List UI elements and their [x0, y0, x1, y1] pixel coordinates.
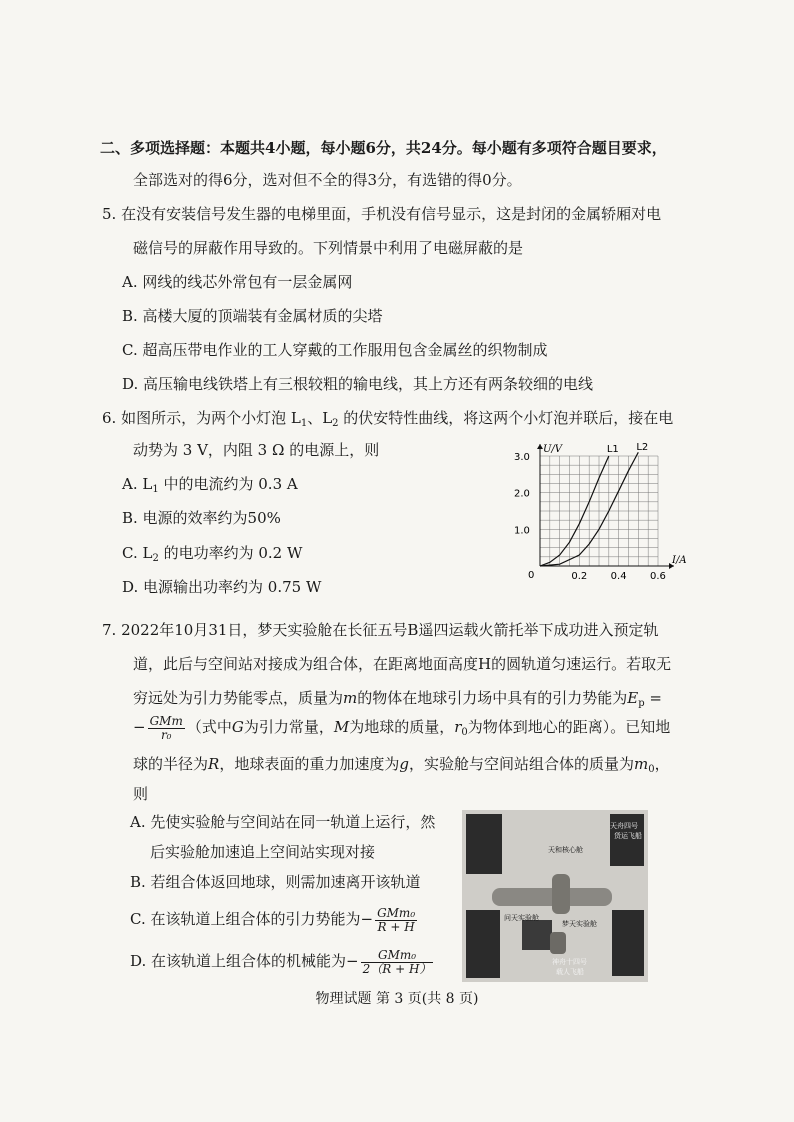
- q6-a-text: A. L: [122, 475, 153, 493]
- q7-l5-R: R: [208, 755, 220, 773]
- q7-stem-line3: [133, 688, 662, 714]
- q7-l3-a: 穷远处为引力势能零点，质量为: [133, 689, 344, 707]
- q5-option-b: B. 高楼大厦的顶端装有金属材质的尖塔: [122, 307, 383, 325]
- label-tianzhou: 天舟四号: [610, 822, 638, 830]
- q6-stem1-sub1: 1: [300, 418, 308, 429]
- q7-c-num: GMm₀: [377, 905, 416, 920]
- label-shenzhou: 神舟十四号: [552, 958, 587, 966]
- q7-d-text: D. 在该轨道上组合体的机械能为: [130, 952, 347, 970]
- q6-stem1-sub2: 2: [332, 418, 339, 429]
- label-wentian: 问天实验舱: [504, 914, 539, 922]
- x-axis-label: I/A: [672, 555, 687, 566]
- page-footer: 物理试题 第 3 页(共 8 页): [315, 991, 479, 1007]
- q7-l5-g: g: [399, 755, 409, 773]
- crew-ship: [550, 932, 566, 954]
- q7-option-d: [130, 946, 435, 976]
- label-crew-ship: 载人飞船: [556, 968, 584, 976]
- section-title: 二、多项选择题：本题共4小题，每小题6分，共24分。每小题有多项符合题目要求，: [100, 139, 667, 157]
- q7-l5-c: ，实验舱与空间站组合体的质量为: [408, 755, 634, 773]
- q6-stem1-a: 6. 如图所示，为两个小灯泡 L: [102, 409, 301, 427]
- series-label-l2: L2: [636, 442, 649, 453]
- series-label-l1: L1: [606, 444, 619, 455]
- q7-d-fraction: [361, 949, 434, 976]
- q7-stem-line6: 则: [133, 785, 149, 803]
- q6-stem1-b: 、L: [307, 409, 333, 427]
- q7-l3-E: E: [627, 689, 639, 707]
- q7-potential-fraction: [148, 715, 185, 742]
- q6-option-a: [122, 474, 298, 500]
- q7-l3-b: 的物体在地球引力场中具有的引力势能为: [357, 689, 628, 707]
- q7-l4-num: GMm: [149, 713, 183, 728]
- q7-stem-line1: 7. 2022年10月31日，梦天实验舱在长征五号B遥四运载火箭托举下成功进入预定轨: [102, 621, 659, 639]
- y-tick-label: 2.0: [514, 488, 530, 500]
- q7-d-sign: −: [346, 952, 359, 970]
- q7-c-fraction: [375, 907, 417, 934]
- solar-panel-bottom-left: [466, 910, 500, 978]
- label-cargo-ship: 货运飞船: [614, 832, 642, 840]
- q5-stem-line1: 5. 在没有安装信号发生器的电梯里面，手机没有信号显示，这是封闭的金属轿厢对电: [102, 205, 662, 223]
- q7-option-a-line2: 后实验舱加速追上空间站实现对接: [150, 843, 376, 861]
- q7-l4-sign: −: [133, 718, 146, 736]
- q5-option-a: A. 网线的线芯外常包有一层金属网: [122, 273, 353, 291]
- q7-l5-d: ，: [654, 755, 670, 773]
- q7-c-sign: −: [360, 910, 374, 928]
- q6-stem1-c: 的伏安特性曲线，将这两个小灯泡并联后，接在电: [338, 409, 674, 427]
- q6-a-text2: 中的电流约为 0.3 A: [158, 475, 298, 493]
- q7-option-b: B. 若组合体返回地球，则需加速离开该轨道: [130, 873, 421, 891]
- q7-d-num: GMm₀: [361, 949, 434, 963]
- y-axis-label: U/V: [543, 444, 563, 455]
- q7-l4-c: 为地球的质量，: [349, 718, 455, 736]
- q6-option-d: D. 电源输出功率约为 0.75 W: [122, 578, 322, 596]
- q7-l4-G: G: [231, 718, 244, 736]
- q7-l5-msub: 0: [648, 764, 655, 775]
- q7-l3-Esub: p: [638, 698, 645, 709]
- label-core-module: 天和核心舱: [548, 846, 583, 854]
- q7-l3-eq: =: [644, 689, 662, 707]
- q7-l4-r: r: [454, 718, 462, 736]
- q5-option-c: C. 超高压带电作业的工人穿戴的工作服用包含金属丝的织物制成: [122, 341, 548, 359]
- q6-c-text: C. L: [122, 544, 153, 562]
- q6-c-text2: 的电功率约为 0.2 W: [158, 544, 303, 562]
- q6-option-b: B. 电源的效率约为50%: [122, 509, 281, 527]
- q7-l5-b: ，地球表面的重力加速度为: [219, 755, 400, 773]
- q6-stem-line2: 动势为 3 V，内阻 3 Ω 的电源上，则: [133, 441, 380, 459]
- q7-l4-b: 为引力常量，: [243, 718, 334, 736]
- space-station-photo: [462, 810, 648, 982]
- q7-l4-den: r₀: [160, 727, 172, 742]
- section-instructions: 全部选对的得6分，选对但不全的得3分，有选错的得0分。: [133, 171, 522, 189]
- y-tick-label: 1.0: [514, 525, 530, 537]
- q5-stem-line2: 磁信号的屏蔽作用导致的。下列情景中利用了电磁屏蔽的是: [133, 239, 524, 257]
- q7-option-a-line1: A. 先使实验舱与空间站在同一轨道上运行，然: [130, 813, 436, 831]
- q6-stem-line1: [102, 408, 673, 434]
- q7-c-text: C. 在该轨道上组合体的引力势能为: [130, 910, 361, 928]
- q7-l5-m: m: [633, 755, 649, 773]
- q7-l4-M: M: [333, 718, 350, 736]
- x-tick-label: 0.2: [571, 571, 588, 582]
- q7-l4-a: （式中: [186, 718, 232, 736]
- core-module: [552, 874, 570, 914]
- q6-option-c: [122, 543, 302, 569]
- x-tick-label: 0.4: [610, 571, 627, 582]
- q7-c-den: R + H: [377, 919, 415, 934]
- q6-c-sub: 2: [152, 553, 159, 564]
- q6-a-sub: 1: [152, 484, 159, 495]
- x-tick-label: 0.6: [650, 571, 666, 582]
- q7-l4-d: 为物体到地心的距离）。已知地: [467, 718, 671, 736]
- q5-option-d: D. 高压输电线铁塔上有三根较粗的输电线，其上方还有两条较细的电线: [122, 375, 594, 393]
- q7-l5-a: 球的半径为: [133, 755, 209, 773]
- y-tick-label: 3.0: [514, 452, 530, 463]
- q7-option-c: [130, 904, 419, 934]
- origin-label: 0: [528, 570, 535, 581]
- q7-l3-m: m: [343, 689, 358, 707]
- q7-stem-line5: [133, 754, 670, 780]
- q7-stem-line4: [133, 712, 670, 748]
- solar-panel-bottom-right: [612, 910, 644, 976]
- q7-d-den: 2（R + H）: [362, 961, 432, 976]
- iv-characteristic-chart: [512, 440, 687, 586]
- solar-panel-top-left: [466, 814, 502, 874]
- label-mengtian: 梦天实验舱: [562, 920, 597, 928]
- q7-stem-line2: 道，此后与空间站对接成为组合体，在距离地面高度H的圆轨道匀速运行。若取无: [133, 655, 672, 673]
- q7-l4-rsub: 0: [461, 727, 468, 738]
- solar-panel-center: [522, 920, 552, 950]
